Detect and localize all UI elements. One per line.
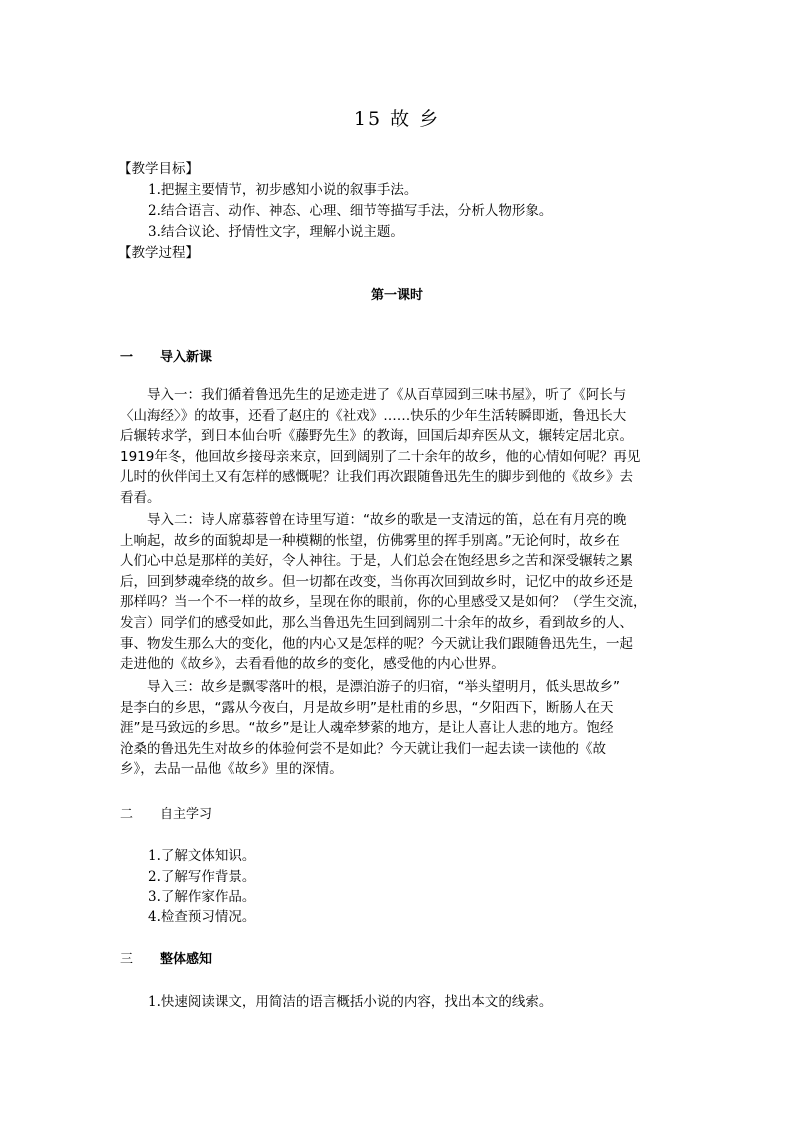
paragraph-line: 看看。 (120, 489, 161, 506)
paragraph-line: 后辗转求学，到日本仙台听《藤野先生》的教诲，回国后却弃医从文，辗转定居北京。 (120, 428, 633, 445)
process-heading: 【教学过程】 (118, 245, 199, 261)
paragraph-line: 涯”是马致远的乡思。“故乡”是让人魂牵梦萦的地方，是让人喜让人悲的地方。饱经 (120, 720, 614, 737)
paragraph-line: 乡》，去品一品他《故乡》里的深情。 (120, 761, 343, 778)
paragraph-line: 上响起，故乡的面貌却是一种模糊的怅望，仿佛雾里的挥手别离。”无论何时，故乡在 (120, 532, 620, 549)
paragraph-line: 事、物发生那么大的变化，他的内心又是怎样的呢？今天就让我们跟随鲁迅先生，一起 (120, 635, 633, 652)
page-title: 15 故 乡 (353, 108, 441, 130)
paragraph-line: 人们心中总是那样的美好，令人神往。于是，人们总会在饱经思乡之苦和深受辗转之累 (120, 553, 633, 570)
paragraph-line: 是李白的乡思，“露从今夜白，月是故乡明”是杜甫的乡思，“夕阳西下，断肠人在天 (120, 699, 614, 716)
paragraph-line: 1919年冬，他回故乡接母亲来京，回到阔别了二十余年的故乡，他的心情如何呢？再见 (120, 448, 641, 465)
paragraph-line: 导入二：诗人席慕蓉曾在诗里写道：“故乡的歌是一支清远的笛，总在有月亮的晚 (147, 512, 627, 528)
paragraph-line: 儿时的伙伴闰土又有怎样的感慨呢？让我们再次跟随鲁迅先生的脚步到他的《故乡》去 (120, 469, 633, 486)
objective-item: 3.结合议论、抒情性文字，理解小说主题。 (148, 224, 404, 240)
list-item: 1.快速阅读课文，用简洁的语言概括小说的内容，找出本文的线索。 (148, 994, 553, 1010)
section-heading: 自主学习 (160, 807, 213, 822)
objective-item: 2.结合语言、动作、神态、心理、细节等描写手法，分析人物形象。 (148, 203, 553, 219)
intro-one-paragraph (120, 385, 680, 509)
lesson-title: 第一课时 (370, 288, 423, 303)
paragraph-line: 〈山海经〉》的故事，还看了赵庄的《社戏》……快乐的少年生活转瞬即逝，鲁迅长大 (120, 407, 627, 424)
paragraph-line: 走进他的《故乡》，去看看他的故乡的变化，感受他的内心世界。 (120, 656, 505, 673)
paragraph-line: 那样吗？当一个不一样的故乡，呈现在你的眼前，你的心里感受又是如何？（学生交流， (120, 594, 647, 611)
section-number: 一 (120, 350, 134, 365)
objective-item: 1.把握主要情节，初步感知小说的叙事手法。 (148, 182, 418, 198)
paragraph-line: 导入一：我们循着鲁迅先生的足迹走进了《从百草园到三味书屋》，听了《阿长与 (147, 387, 627, 403)
section-number: 二 (120, 807, 134, 822)
paragraph-line: 导入三：故乡是飘零落叶的根，是漂泊游子的归宿，“举头望明月，低头思故乡” (147, 679, 620, 695)
objectives-heading: 【教学目标】 (118, 161, 199, 177)
list-item: 4.检查预习情况。 (148, 909, 256, 925)
intro-three-paragraph (120, 677, 680, 780)
section-heading: 整体感知 (160, 952, 213, 967)
intro-two-paragraph (120, 510, 680, 675)
section-heading: 导入新课 (160, 350, 213, 365)
list-item: 2.了解写作背景。 (148, 869, 256, 885)
paragraph-line: 沧桑的鲁迅先生对故乡的体验何尝不是如此？今天就让我们一起去读一读他的《故 (120, 740, 606, 757)
paragraph-line: 后，回到梦魂牵绕的故乡。但一切都在改变，当你再次回到故乡时，记忆中的故乡还是 (120, 573, 633, 590)
list-item: 1.了解文体知识。 (148, 848, 256, 864)
list-item: 3.了解作家作品。 (148, 889, 256, 905)
paragraph-line: 发言）同学们的感受如此，那么当鲁迅先生回到阔别二十余年的故乡，看到故乡的人、 (120, 614, 633, 631)
section-number: 三 (120, 952, 134, 967)
